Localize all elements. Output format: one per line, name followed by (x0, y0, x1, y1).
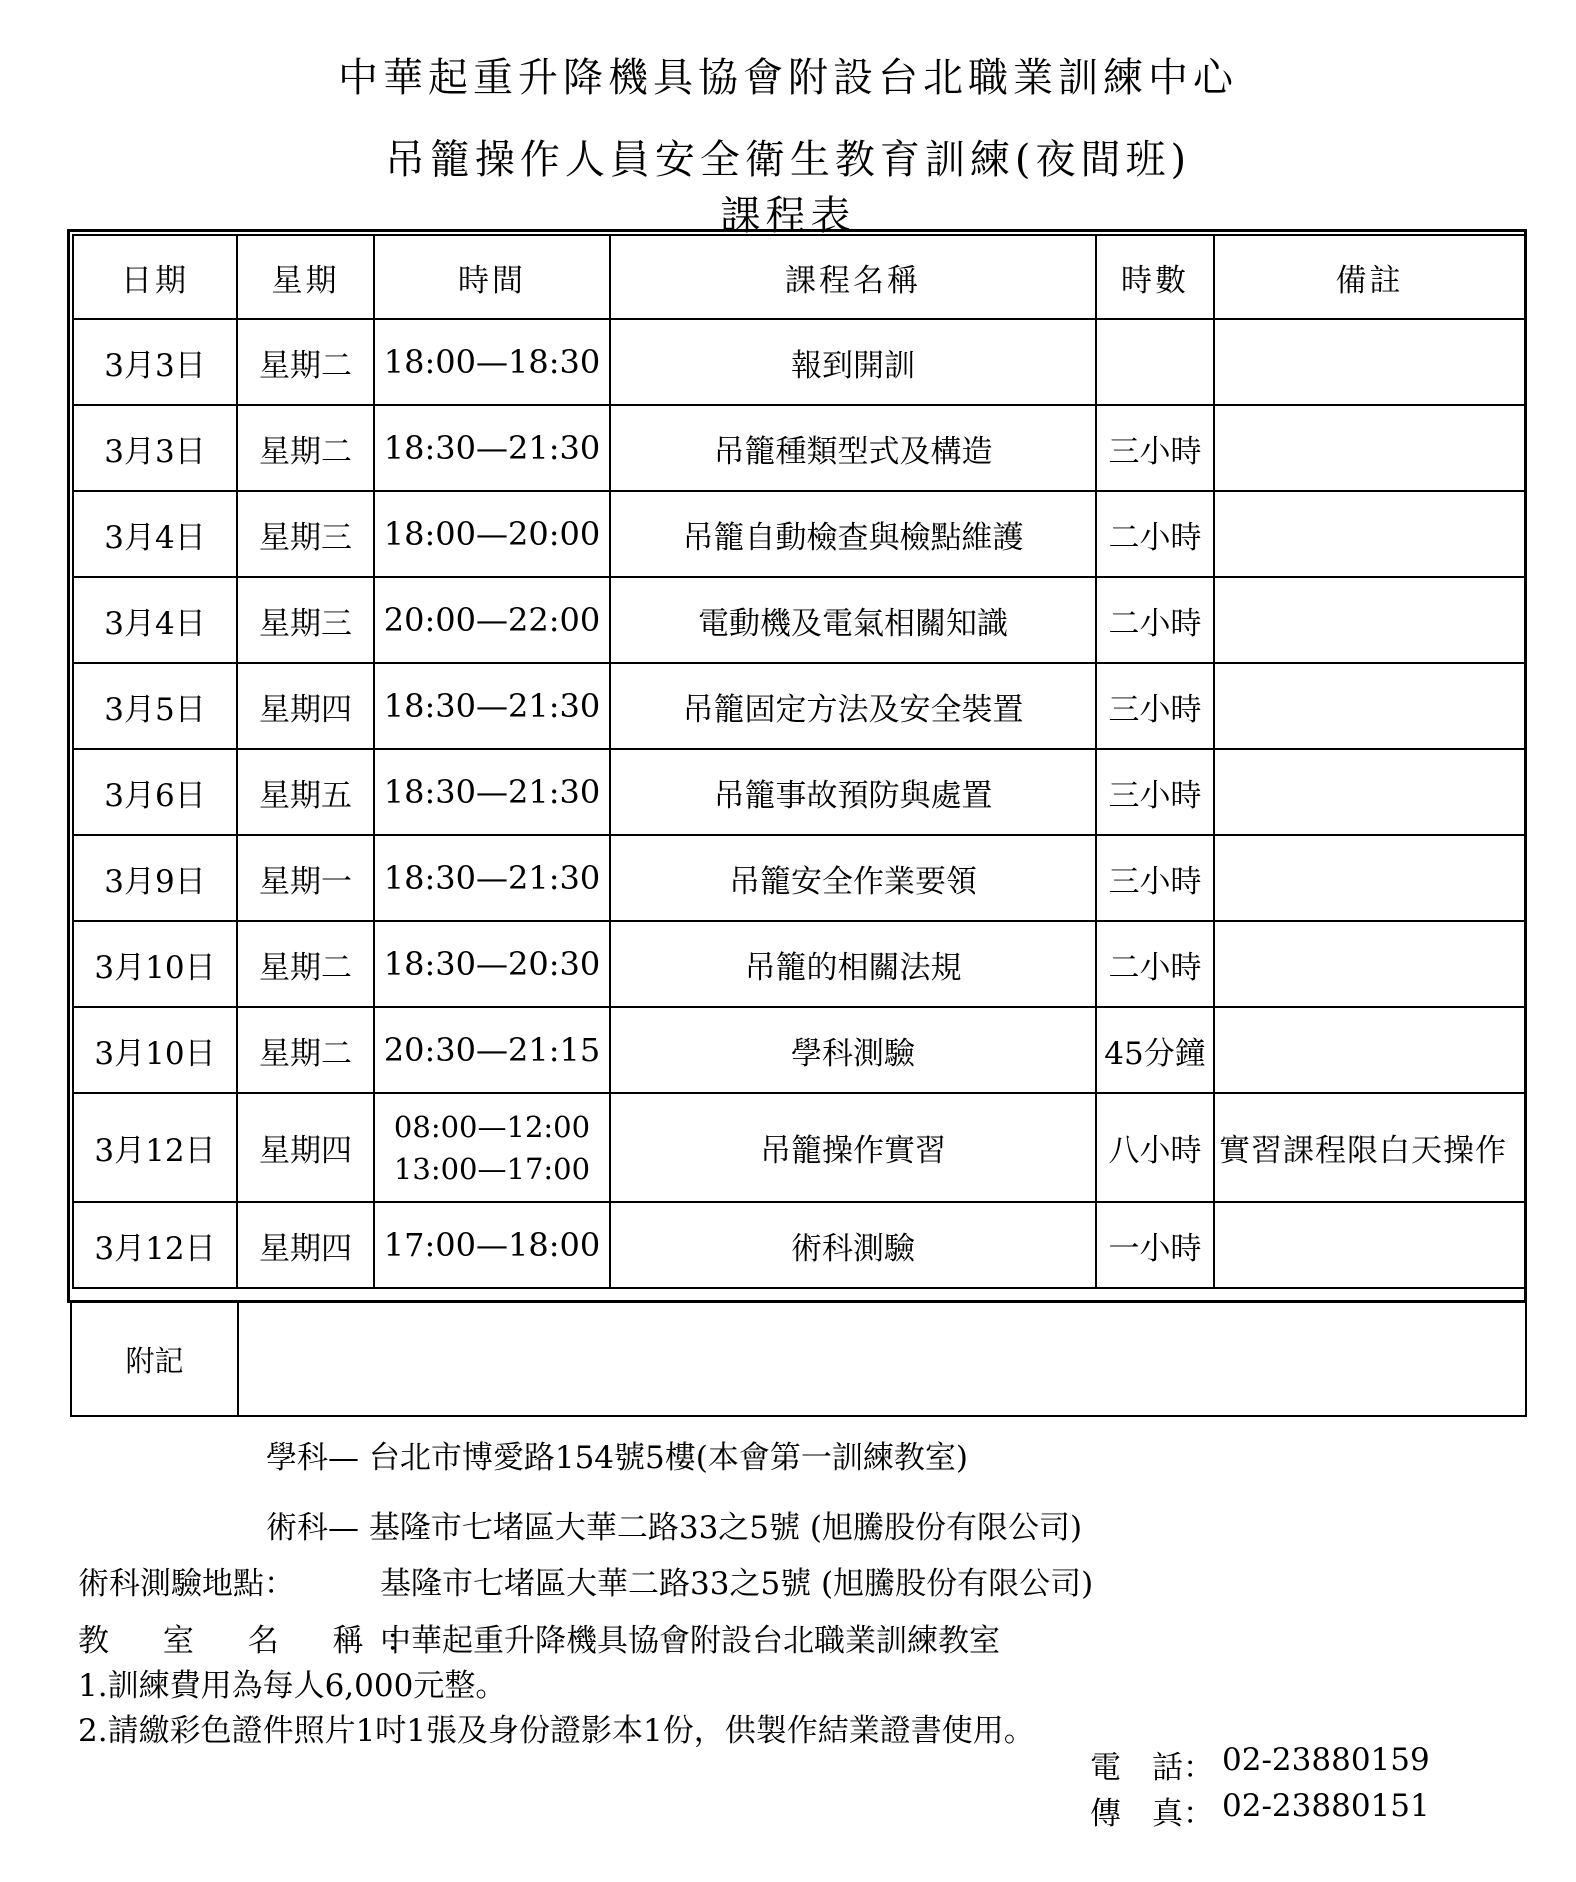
date-cell: 3月6日 (73, 749, 237, 835)
time-cell: 18:30—21:30 (374, 663, 610, 749)
note-cell (1214, 577, 1525, 663)
time-cell: 20:00—22:00 (374, 577, 610, 663)
weekday-cell: 星期一 (237, 835, 374, 921)
table-header-row (73, 235, 1525, 319)
memo-label: 附記 (72, 1303, 239, 1415)
hours-cell: 三小時 (1096, 663, 1214, 749)
schedule-table (72, 234, 1526, 1289)
fax-number: 02-23880151 (1222, 1788, 1430, 1824)
note-cell (1214, 835, 1525, 921)
table-row (73, 1202, 1525, 1288)
document-title: 課程表 (720, 193, 856, 239)
weekday-cell: 星期二 (237, 319, 374, 405)
course-cell: 吊籠種類型式及構造 (610, 405, 1096, 491)
fee-note: 1.訓練費用為每人6,000元整。 (78, 1668, 507, 1704)
hours-cell: 一小時 (1096, 1202, 1214, 1288)
table-row (73, 749, 1525, 835)
time-cell: 18:30—21:30 (374, 749, 610, 835)
column-header-note: 備註 (1214, 235, 1525, 319)
column-header-date: 日期 (73, 235, 237, 319)
weekday-cell: 星期三 (237, 491, 374, 577)
time-cell: 17:00—18:00 (374, 1202, 610, 1288)
course-cell: 吊籠操作實習 (610, 1093, 1096, 1202)
weekday-cell: 星期五 (237, 749, 374, 835)
column-header-time: 時間 (374, 235, 610, 319)
hours-cell: 45分鐘 (1096, 1007, 1214, 1093)
organization-title: 中華起重升降機具協會附設台北職業訓練中心 (338, 55, 1238, 101)
time-morning: 08:00—12:00 (393, 1109, 591, 1144)
course-cell: 吊籠固定方法及安全裝置 (610, 663, 1096, 749)
time-cell: 18:00—18:30 (374, 319, 610, 405)
course-cell: 報到開訓 (610, 319, 1096, 405)
date-cell: 3月12日 (73, 1202, 237, 1288)
fax-label: 傳 真： (1090, 1796, 1214, 1832)
table-row (73, 491, 1525, 577)
date-cell: 3月3日 (73, 319, 237, 405)
hours-cell (1096, 319, 1214, 405)
note-cell (1214, 491, 1525, 577)
table-row (73, 1093, 1525, 1202)
phone-label: 電 話： (1090, 1750, 1214, 1786)
time-cell: 18:30—20:30 (374, 921, 610, 1007)
course-cell: 吊籠的相關法規 (610, 921, 1096, 1007)
time-cell (374, 1093, 610, 1202)
course-cell: 電動機及電氣相關知識 (610, 577, 1096, 663)
memo-box (70, 1303, 1527, 1417)
date-cell: 3月12日 (73, 1093, 237, 1202)
date-cell: 3月10日 (73, 921, 237, 1007)
exam-site-label: 術科測驗地點： (78, 1566, 295, 1602)
date-cell: 3月10日 (73, 1007, 237, 1093)
course-cell: 吊籠自動檢查與檢點維護 (610, 491, 1096, 577)
table-row (73, 835, 1525, 921)
column-header-hours: 時數 (1096, 235, 1214, 319)
date-cell: 3月4日 (73, 491, 237, 577)
hours-cell: 三小時 (1096, 749, 1214, 835)
column-header-course: 課程名稱 (610, 235, 1096, 319)
classroom-label: 教 室 名 稱： (78, 1623, 439, 1659)
hours-cell: 二小時 (1096, 921, 1214, 1007)
hours-cell: 三小時 (1096, 405, 1214, 491)
table-row (73, 577, 1525, 663)
weekday-cell: 星期二 (237, 405, 374, 491)
table-row (73, 405, 1525, 491)
table-row (73, 921, 1525, 1007)
time-cell: 20:30—21:15 (374, 1007, 610, 1093)
course-cell: 術科測驗 (610, 1202, 1096, 1288)
note-cell (1214, 319, 1525, 405)
time-cell: 18:30—21:30 (374, 405, 610, 491)
date-cell: 3月5日 (73, 663, 237, 749)
hours-cell: 二小時 (1096, 577, 1214, 663)
phone-number: 02-23880159 (1222, 1742, 1430, 1778)
document-note: 2.請繳彩色證件照片1吋1張及身份證影本1份，供製作結業證書使用。 (78, 1713, 1035, 1749)
note-cell (1214, 921, 1525, 1007)
note-cell (1214, 749, 1525, 835)
weekday-cell: 星期四 (237, 663, 374, 749)
hours-cell: 八小時 (1096, 1093, 1214, 1202)
weekday-cell: 星期四 (237, 1202, 374, 1288)
course-cell: 吊籠事故預防與處置 (610, 749, 1096, 835)
weekday-cell: 星期二 (237, 921, 374, 1007)
hours-cell: 二小時 (1096, 491, 1214, 577)
note-cell (1214, 663, 1525, 749)
table-row (73, 1007, 1525, 1093)
classroom-value: 中華起重升降機具協會附設台北職業訓練教室 (380, 1623, 1000, 1659)
course-title: 吊籠操作人員安全衛生教育訓練(夜間班) (384, 137, 1192, 183)
column-header-weekday: 星期 (237, 235, 374, 319)
exam-site-value: 基隆市七堵區大華二路33之5號 (旭騰股份有限公司) (380, 1566, 1094, 1602)
note-cell (1214, 1202, 1525, 1288)
time-afternoon: 13:00—17:00 (393, 1151, 591, 1186)
weekday-cell: 星期四 (237, 1093, 374, 1202)
date-cell: 3月9日 (73, 835, 237, 921)
note-cell: 實習課程限白天操作 (1214, 1093, 1525, 1202)
course-cell: 學科測驗 (610, 1007, 1096, 1093)
note-cell (1214, 405, 1525, 491)
weekday-cell: 星期二 (237, 1007, 374, 1093)
table-row (73, 319, 1525, 405)
date-cell: 3月4日 (73, 577, 237, 663)
time-cell: 18:00—20:00 (374, 491, 610, 577)
course-cell: 吊籠安全作業要領 (610, 835, 1096, 921)
practical-location: 術科— 基隆市七堵區大華二路33之5號 (旭騰股份有限公司) (266, 1510, 1083, 1546)
hours-cell: 三小時 (1096, 835, 1214, 921)
note-cell (1214, 1007, 1525, 1093)
weekday-cell: 星期三 (237, 577, 374, 663)
date-cell: 3月3日 (73, 405, 237, 491)
time-cell: 18:30—21:30 (374, 835, 610, 921)
academic-location: 學科— 台北市博愛路154號5樓(本會第一訓練教室) (266, 1440, 968, 1476)
table-row (73, 663, 1525, 749)
